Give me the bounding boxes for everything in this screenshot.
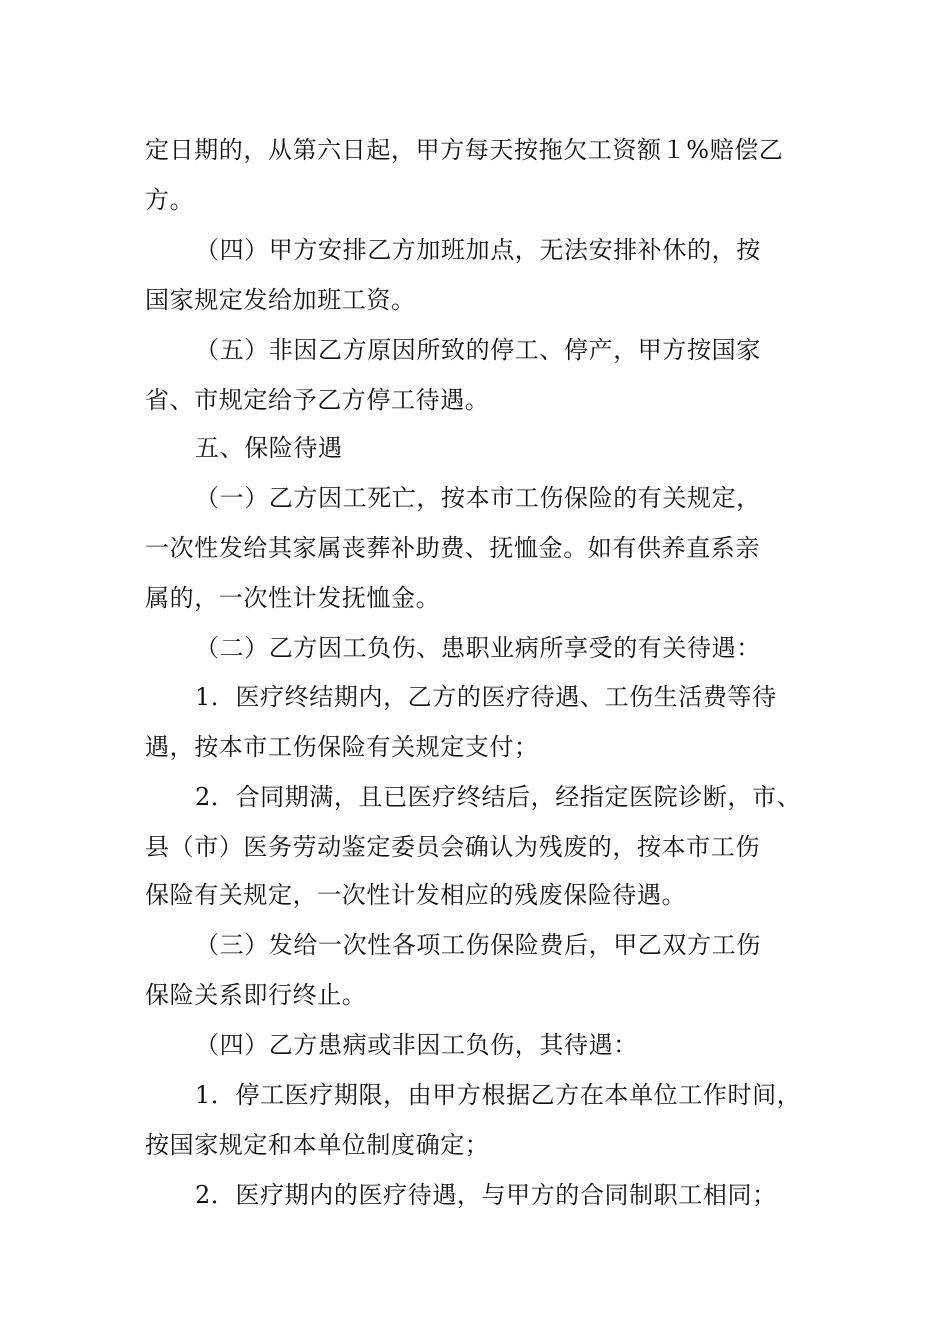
- text-line: 属的，一次性计发抚恤金。: [145, 584, 441, 612]
- text-line: （四）乙方患病或非因工负伤，其待遇：: [195, 1031, 638, 1059]
- text-line: （二）乙方因工负伤、患职业病所享受的有关待遇：: [195, 634, 761, 662]
- text-line: 遇，按本市工伤保险有关规定支付；: [145, 733, 539, 761]
- text-line: 保险有关规定，一次性计发相应的残废保险待遇。: [145, 881, 687, 909]
- text-line: （一）乙方因工死亡，按本市工伤保险的有关规定，: [195, 484, 761, 512]
- text-line: 2．医疗期内的医疗待遇，与甲方的合同制职工相同；: [195, 1181, 777, 1209]
- text-line: 2．合同期满，且已医疗终结后，经指定医院诊断，市、: [195, 783, 802, 811]
- text-line: 1．停工医疗期限，由甲方根据乙方在本单位工作时间，: [195, 1081, 802, 1109]
- text-line: （四）甲方安排乙方加班加点，无法安排补休的，按: [195, 236, 761, 264]
- text-line: 1．医疗终结期内，乙方的医疗待遇、工伤生活费等待: [195, 683, 777, 711]
- text-line: 一次性发给其家属丧葬补助费、抚恤金。如有供养直系亲: [145, 534, 760, 562]
- text-line: 方。: [145, 186, 195, 214]
- text-line: 按国家规定和本单位制度确定；: [145, 1131, 490, 1159]
- text-line: 保险关系即行终止。: [145, 981, 367, 1009]
- text-line: （五）非因乙方原因所致的停工、停产，甲方按国家: [195, 336, 761, 364]
- text-line: 定日期的，从第六日起，甲方每天按拖欠工资额１%赔偿乙: [145, 136, 784, 164]
- text-line: 省、市规定给予乙方停工待遇。: [145, 386, 490, 414]
- section-heading: 五、保险待遇: [195, 434, 343, 462]
- text-line: 县（市）医务劳动鉴定委员会确认为残废的，按本市工伤: [145, 833, 760, 861]
- text-line: 国家规定发给加班工资。: [145, 286, 416, 314]
- text-line: （三）发给一次性各项工伤保险费后，甲乙双方工伤: [195, 931, 761, 959]
